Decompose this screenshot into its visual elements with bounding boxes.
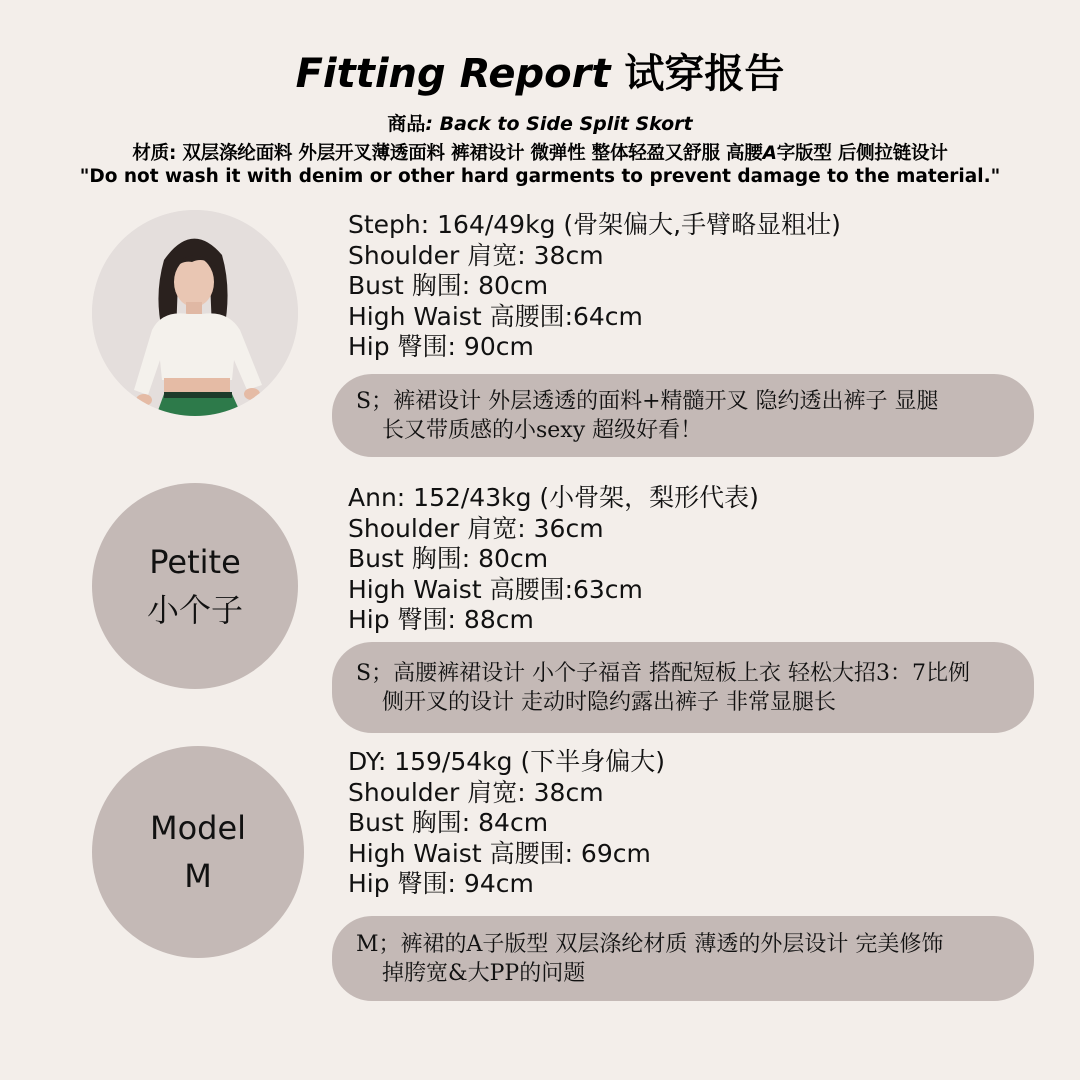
stat-shoulder: Shoulder 肩宽: 38cm [348,777,604,807]
stat-shoulder: Shoulder 肩宽: 38cm [348,240,604,270]
size-badge-model-m [92,746,304,958]
badge-line-1: Petite [149,543,241,581]
stat-hip: Hip 臀围: 88cm [348,605,534,634]
note-line-1: M；裤裙的A子版型 双层涤纶材质 薄透的外层设计 完美修饰 [356,931,944,957]
stat-shoulder: Shoulder 肩宽: 36cm [348,513,604,543]
stat-high-waist: High Waist 高腰围: 69cm [348,838,651,868]
material-text-2: 字版型 后侧拉链设计 [776,143,948,164]
fit-note-dy [332,916,1034,1001]
stat-hip: Hip 臀围: 90cm [348,332,534,361]
note-line-1: S；裤裙设计 外层透透的面料+精髓开叉 隐约透出裤子 显腿 [356,388,939,414]
stat-hip: Hip 臀围: 94cm [348,869,534,898]
model-photo-icon [92,210,298,416]
note-line-2: 掉胯宽&大PP的问题 [382,960,586,986]
product-line [0,109,1080,136]
material-label: 材质 [132,143,169,164]
stat-name-weight: Steph: 164/49kg (骨架偏大,手臂略显粗壮) [348,210,841,239]
model-stats-dy [348,747,665,900]
care-note: "Do not wash it with denim or other hard garments to prevent damage to the material." [79,166,1001,187]
model-stats-ann [348,483,759,636]
fit-note-steph [332,374,1034,457]
stat-bust: Bust 胸围: 80cm [348,544,549,573]
size-badge-petite [92,483,298,689]
model-stats-steph [348,210,841,363]
title-english: Fitting Report [295,51,611,97]
product-label: 商品 [387,113,426,135]
stat-high-waist: High Waist 高腰围:64cm [348,301,643,331]
product-name: : Back to Side Split Skort [425,113,693,135]
badge-line-1: Model [149,809,247,847]
material-line [0,139,1080,165]
note-line-1: S；高腰裤裙设计 小个子福音 搭配短板上衣 轻松大招3：7比例 [356,660,971,686]
stat-name-weight: DY: 159/54kg (下半身偏大) [348,747,665,776]
stat-bust: Bust 胸围: 80cm [348,271,549,300]
model-photo-avatar [92,210,298,416]
badge-line-2: M [184,857,212,895]
page-title [0,42,1080,99]
stat-high-waist: High Waist 高腰围:63cm [348,574,643,604]
badge-line-2: 小个子 [146,591,243,629]
material-text: : 双层涤纶面料 外层开叉薄透面料 裤裙设计 微弹性 整体轻盈又舒服 高腰 [168,143,763,164]
material-italic: A [762,143,777,164]
fit-note-ann [332,642,1034,733]
note-line-2: 长又带质感的小sexy 超级好看！ [382,417,703,443]
stat-bust: Bust 胸围: 84cm [348,808,549,837]
note-line-2: 侧开叉的设计 走动时隐约露出裤子 非常显腿长 [382,689,836,715]
stat-name-weight: Ann: 152/43kg (小骨架，梨形代表) [348,483,759,512]
title-chinese: 试穿报告 [624,51,785,97]
